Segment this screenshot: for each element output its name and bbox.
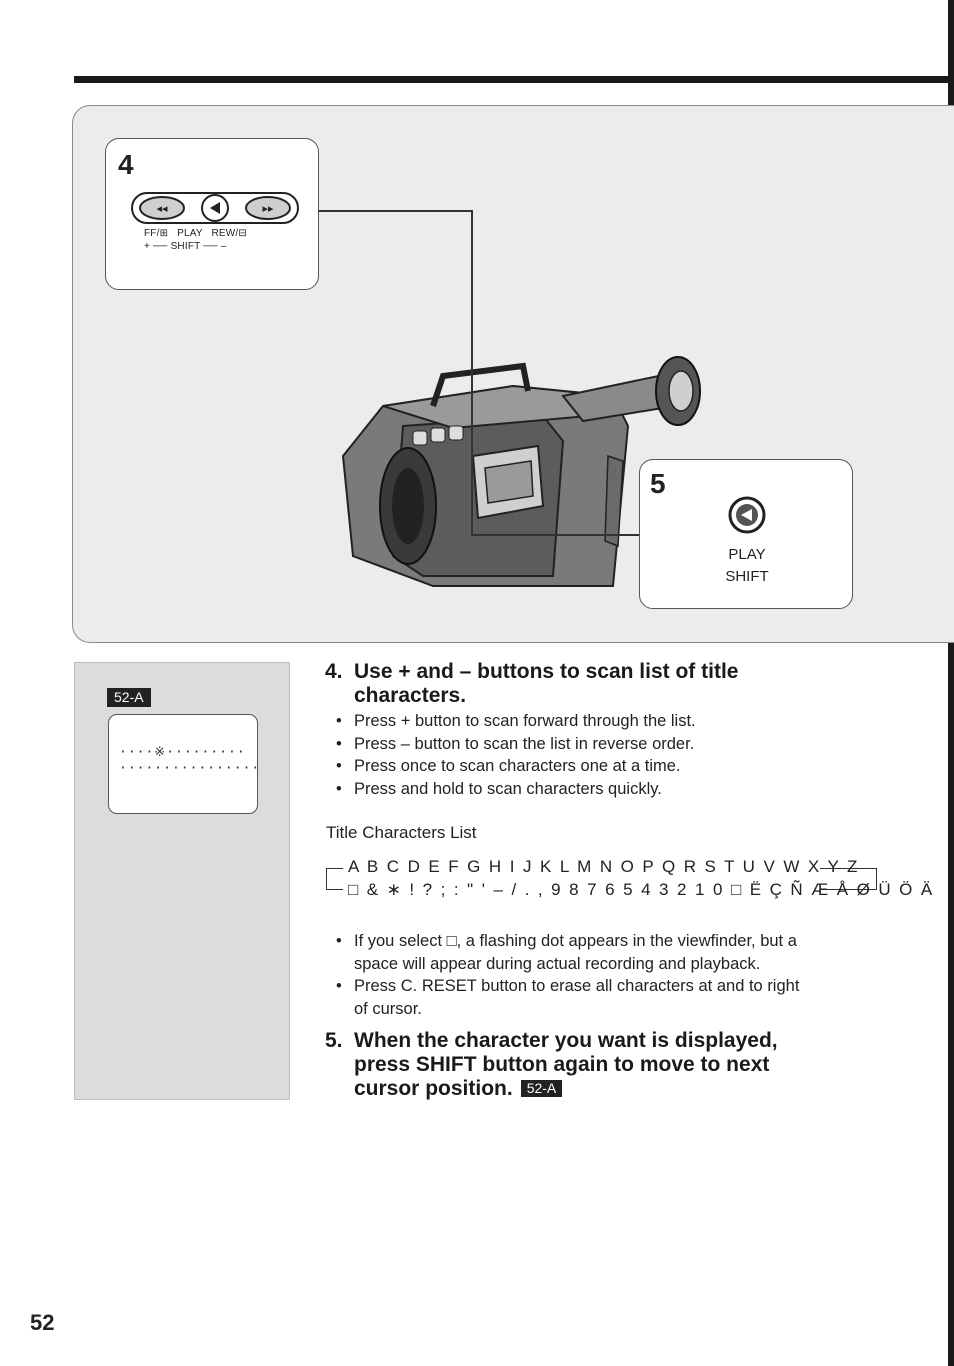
viewfinder-row-1: ····※········· (119, 745, 246, 760)
step-5-title-line-1: When the character you want is displayed, (354, 1029, 778, 1052)
leader-line-4 (319, 210, 473, 212)
step-4-title-line-1: Use + and – buttons to scan list of title (354, 660, 739, 683)
list-item: • Press + button to scan forward through the list. (336, 710, 696, 733)
button-row-illustration (130, 191, 300, 225)
list-bracket-left (326, 868, 343, 890)
play-label: PLAY (728, 546, 766, 563)
figure-tag: 52-A (521, 1080, 563, 1097)
callout-number: 4 (118, 149, 134, 180)
callout-step-5 (639, 459, 853, 609)
play-button-icon (728, 496, 766, 534)
notes-bullets (336, 930, 799, 1020)
characters-list-title: Title Characters List (326, 823, 477, 842)
step-4-heading (325, 660, 739, 708)
note-line: space will appear during actual recording and playback. (354, 954, 761, 973)
viewfinder-side-panel (74, 662, 290, 1100)
top-rule (74, 76, 948, 83)
svg-text:▸▸: ▸▸ (262, 202, 274, 215)
note-line: of cursor. (354, 999, 422, 1018)
characters-row-symbols: □ & ∗ ! ? ; : " ' – / . , 9 8 7 6 5 4 3 2 1 0 □ Ë Ç Ñ Æ Å Ø Ü Ö Ä (348, 880, 935, 899)
page-number: 52 (30, 1310, 55, 1335)
callout-number: 5 (650, 468, 666, 499)
note-line: Press C. RESET button to erase all characters at and to right (354, 977, 800, 995)
leader-line-5 (471, 534, 639, 536)
figure-tag: 52-A (107, 688, 151, 707)
leader-line-4-vertical (471, 210, 473, 536)
button-labels-row1: FF/⊞ PLAY REW/⊟ (144, 228, 247, 239)
step-5-title-line-3: cursor position. (354, 1077, 513, 1100)
viewfinder-row-2: ················ (119, 761, 261, 776)
note-line: If you select □, a flashing dot appears in the viewfinder, but a (354, 932, 797, 950)
list-item (336, 930, 799, 975)
step-4-title-line-2: characters. (354, 684, 467, 707)
viewfinder-display (108, 714, 261, 814)
step-4-bullets (336, 710, 696, 800)
list-item: • Press and hold to scan characters quickly. (336, 778, 696, 801)
callout-step-4 (105, 138, 319, 290)
shift-label: SHIFT (725, 568, 769, 585)
button-labels (144, 227, 247, 253)
step-5-title-line-2: press SHIFT button again to move to next (354, 1053, 770, 1076)
step-5-heading (325, 1029, 778, 1101)
step-number: 5. (325, 1029, 343, 1052)
list-item: • Press – button to scan the list in reverse order. (336, 733, 696, 756)
characters-row-letters: A B C D E F G H I J K L M N O P Q R S T U V W X Y Z (348, 857, 860, 876)
list-item (336, 975, 799, 1020)
button-labels-row2: + ── SHIFT ── – (144, 241, 227, 252)
figure-panel (72, 105, 954, 643)
svg-text:◂◂: ◂◂ (156, 202, 168, 215)
list-item: • Press once to scan characters one at a time. (336, 755, 696, 778)
step-number: 4. (325, 660, 343, 683)
